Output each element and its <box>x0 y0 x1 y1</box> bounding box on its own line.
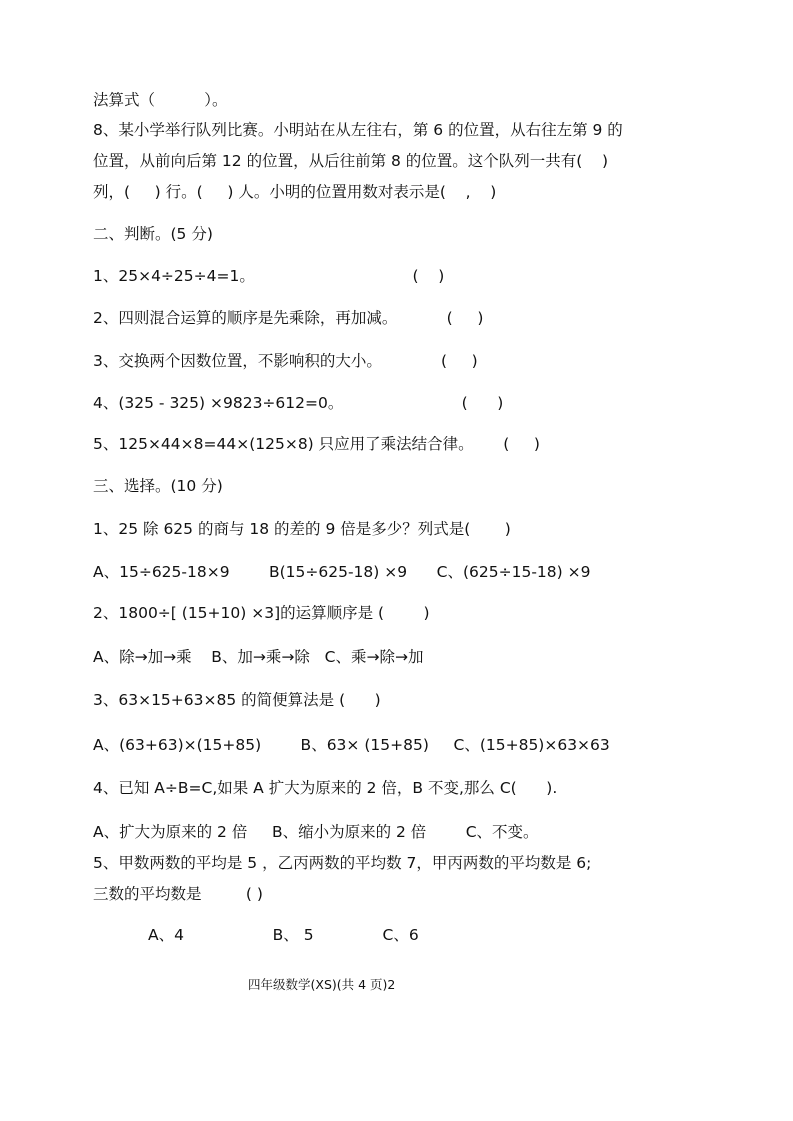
judgement-item-5: 5、125×44×8=44×(125×8) 只应用了乘法结合律。 ( ) <box>93 435 540 453</box>
choice-q5-continuation: 三数的平均数是 ( ) <box>93 885 263 903</box>
choice-q3-options: A、(63+63)×(15+85) B、63× (15+85) C、(15+85)×63×63 <box>93 736 610 754</box>
section-judgement-title: 二、判断。(5 分) <box>93 225 213 243</box>
judgement-item-3: 3、交换两个因数位置，不影响积的大小。 ( ) <box>93 352 478 370</box>
choice-q1: 1、25 除 625 的商与 18 的差的 9 倍是多少？列式是( ) <box>93 520 511 538</box>
q8-line-3: 列，( ) 行。( ) 人。小明的位置用数对表示是( , ) <box>93 183 497 201</box>
choice-q5-options: A、4 B、 5 C、6 <box>148 926 419 944</box>
choice-q1-options: A、15÷625-18×9 B(15÷625-18) ×9 C、(625÷15-18) ×9 <box>93 563 591 581</box>
judgement-item-1: 1、25×4÷25÷4=1。 ( ) <box>93 267 445 285</box>
choice-q5: 5、甲数两数的平均是 5 ，乙丙两数的平均数 7，甲丙两数的平均数是 6; <box>93 854 592 872</box>
choice-q2-options: A、除→加→乘 B、加→乘→除 C、乘→除→加 <box>93 648 424 666</box>
choice-q4-options: A、扩大为原来的 2 倍 B、缩小为原来的 2 倍 C、不变。 <box>93 823 539 841</box>
judgement-item-2: 2、四则混合运算的顺序是先乘除，再加减。 ( ) <box>93 309 484 327</box>
choice-q3: 3、63×15+63×85 的简便算法是 ( ) <box>93 691 381 709</box>
q7-continuation: 法算式（ ）。 <box>93 91 228 109</box>
choice-q4: 4、已知 A÷B=C,如果 A 扩大为原来的 2 倍，B 不变,那么 C( ). <box>93 779 558 797</box>
section-choice-title: 三、选择。(10 分) <box>93 477 223 495</box>
judgement-item-4: 4、(325 - 325) ×9823÷612=0。 ( ) <box>93 394 504 412</box>
q8-line-1: 8、某小学举行队列比赛。小明站在从左往右，第 6 的位置，从右往左第 9 的 <box>93 121 623 139</box>
choice-q2: 2、1800÷[ (15+10) ×3]的运算顺序是 ( ) <box>93 604 430 622</box>
page-footer: 四年级数学(XS)(共 4 页)2 <box>248 977 396 992</box>
q8-line-2: 位置，从前向后第 12 的位置，从后往前第 8 的位置。这个队列一共有( ) <box>93 152 609 170</box>
